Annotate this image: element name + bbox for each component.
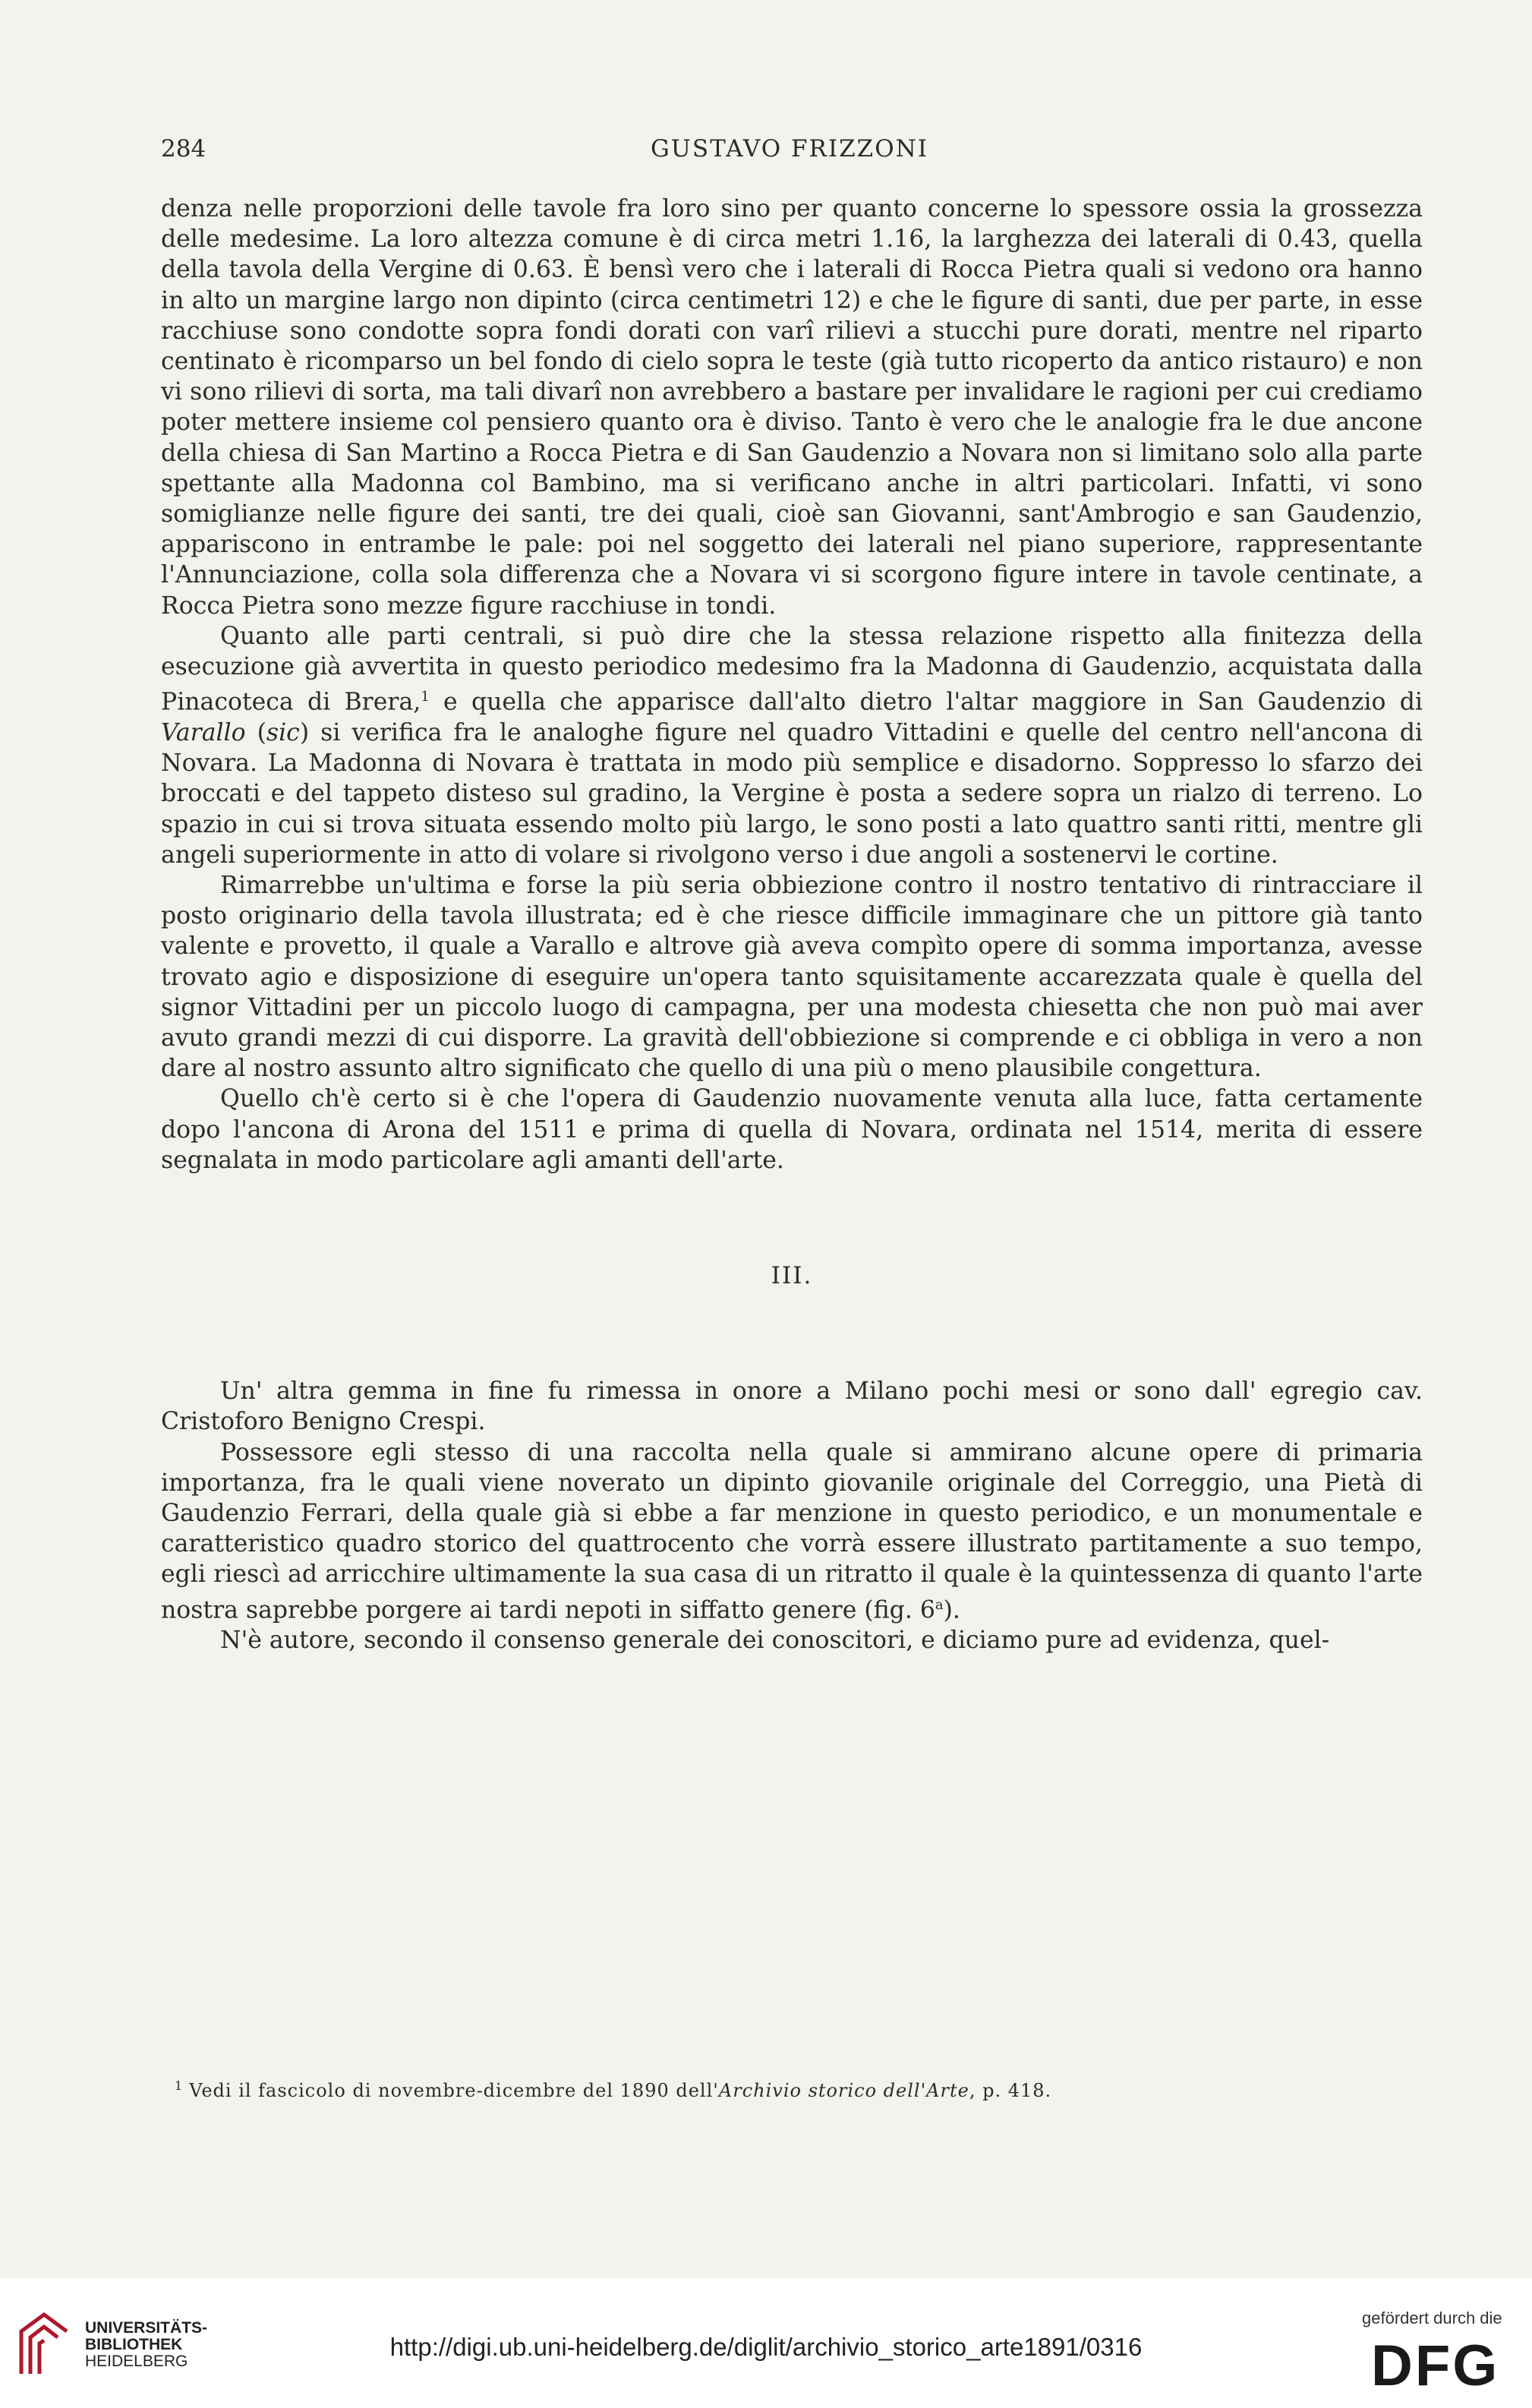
- footnote-ref: 1: [421, 689, 430, 705]
- page-header: [161, 135, 1418, 173]
- paragraph-4: Quello ch'è certo si è che l'opera di Gaudenzio nuovamente venuta alla luce, fatta certamente dopo l'ancona di Arona del 1511 e prima di quella di Novara, ordinata nel 1514, merita di essere segnalata in modo particolare agli amanti dell'arte.: [161, 1085, 1423, 1174]
- paragraph-5: Un' altra gemma in fine fu rimessa in onore a Milano pochi mesi or sono dall' egregio cav. Cristoforo Benigno Crespi.: [161, 1378, 1423, 1436]
- footnote: $^1$ Vedi il fascicolo di novembre-dicembre del 1890 dell'Archivio storico dell'Arte, p. 418.: [175, 2078, 1052, 2101]
- paragraph-1: denza nelle proporzioni delle tavole fra loro sino per quanto concerne lo spessore ossia la grossezza delle medesime. La loro altezza comune è di circa metri 1.16, la larghezza dei laterali di 0.43, quella della tavola della Vergine di 0.63. È bensì vero che i laterali di Rocca Pietra quali si vedono ora hanno in alto un margine largo non dipinto (circa centimetri 12) e che le figure di santi, due per parte, in esse racchiuse sono condotte sopra fondi dorati con varî rilievi a stucchi pure dorati, mentre nel riparto centinato è ricomparso un bel fondo di cielo sopra le teste (già tutto ricoperto da antico ristauro) e non vi sono rilievi di sorta, ma tali divarî non avrebbero a bastare per invalidare le ragioni per cui crediamo poter mettere insieme col pensiero quanto ora è diviso. Tanto è vero che le analogie fra le due ancone della chiesa di San Martino a Rocca Pietra e di San Gaudenzio a Novara non si limitano solo alla parte spettante alla Madonna col Bambino, ma si verificano anche in altri particolari. Infatti, vi sono somiglianze nelle figure dei santi, tre dei quali, cioè san Giovanni, sant'Ambrogio e san Gaudenzio, appariscono in entrambe le pale: poi nel soggetto dei laterali nel piano superiore, rappresentante l'Annunciazione, colla sola differenza che a Novara vi si scorgono figure intere in tavole centinate, a Rocca Pietra sono mezze figure racchiuse in tondi.: [161, 195, 1423, 620]
- body-text: [161, 194, 1423, 1656]
- dfg-logo: DFG: [1371, 2334, 1500, 2398]
- paragraph-6: Possessore egli stesso di una raccolta nella quale si ammirano alcune opere di primaria importanza, fra le quali viene noverato un dipinto giovanile originale del Correggio, una Pietà di Gaudenzio Ferrari, della quale già si ebbe a far menzione in questo periodico, e un monumentale e caratteristico quadro storico del quattrocento che vorrà essere illustrato partitamente a suo tempo, egli riescì ad arricchire ultimamente la sua casa di un ritratto il quale è la quintessenza di quanto l'arte nostra saprebbe porgere ai tardi nepoti in siffatto genere (fig. 6$^a$).: [161, 1438, 1423, 1624]
- page-number: 284: [161, 135, 206, 163]
- funding-note: gefördert durch die: [1362, 2309, 1502, 2328]
- running-title: GUSTAVO FRIZZONI: [650, 135, 929, 163]
- source-url-link[interactable]: http://digi.ub.uni-heidelberg.de/diglit/archivio_storico_arte1891/0316: [389, 2333, 1143, 2361]
- footnote-marker: 1: [175, 2078, 184, 2093]
- library-name: UNIVERSITÄTS- BIBLIOTHEK HEIDELBERG: [85, 2319, 208, 2370]
- paragraph-7: N'è autore, secondo il consenso generale dei conoscitori, e diciamo pure ad evidenza, quel-: [220, 1627, 1330, 1655]
- paragraph-2: Quanto alle parti centrali, si può dire che la stessa relazione rispetto alla finitezza della esecuzione già avvertita in questo periodico medesimo fra la Madonna di Gaudenzio, acquistata dalla Pinacoteca di Brera,$^1$ e quella che apparisce dall'alto dietro l'altar maggiore in San Gaudenzio di Varallo (sic) si verifica fra le analoghe figure nel quadro Vittadini e quelle del centro nell'ancona di Novara. La Madonna di Novara è trattata in modo più semplice e disadorno. Soppresso lo sfarzo dei broccati e del tappeto disteso sul gradino, la Vergine è posta a sedere sopra un rialzo di terreno. Lo spazio in cui si trova situata essendo molto più largo, le sono posti a lato quattro santi ritti, mentre gli angeli superiormente in atto di volare si rivolgono verso i due angoli a sostenervi le cortine.: [161, 622, 1423, 869]
- section-heading: III.: [771, 1262, 813, 1289]
- paragraph-3: Rimarrebbe un'ultima e forse la più seria obbiezione contro il nostro tentativo di rintracciare il posto originario della tavola illustrata; ed è che riesce difficile immaginare che un pittore già tanto valente e provetto, il quale a Varallo e altrove già aveva compìto opere di somma importanza, avesse trovato agio e disposizione di eseguire un'opera tanto squisitamente accarezzata quale è quella del signor Vittadini per un piccolo luogo di campagna, per una modesta chiesetta che non può mai aver avuto grandi mezzi di cui disporre. La gravità dell'obbiezione si comprende e ci obbliga in vero a non dare al nostro assunto altro significato che quello di una più o meno plausibile congettura.: [161, 871, 1423, 1083]
